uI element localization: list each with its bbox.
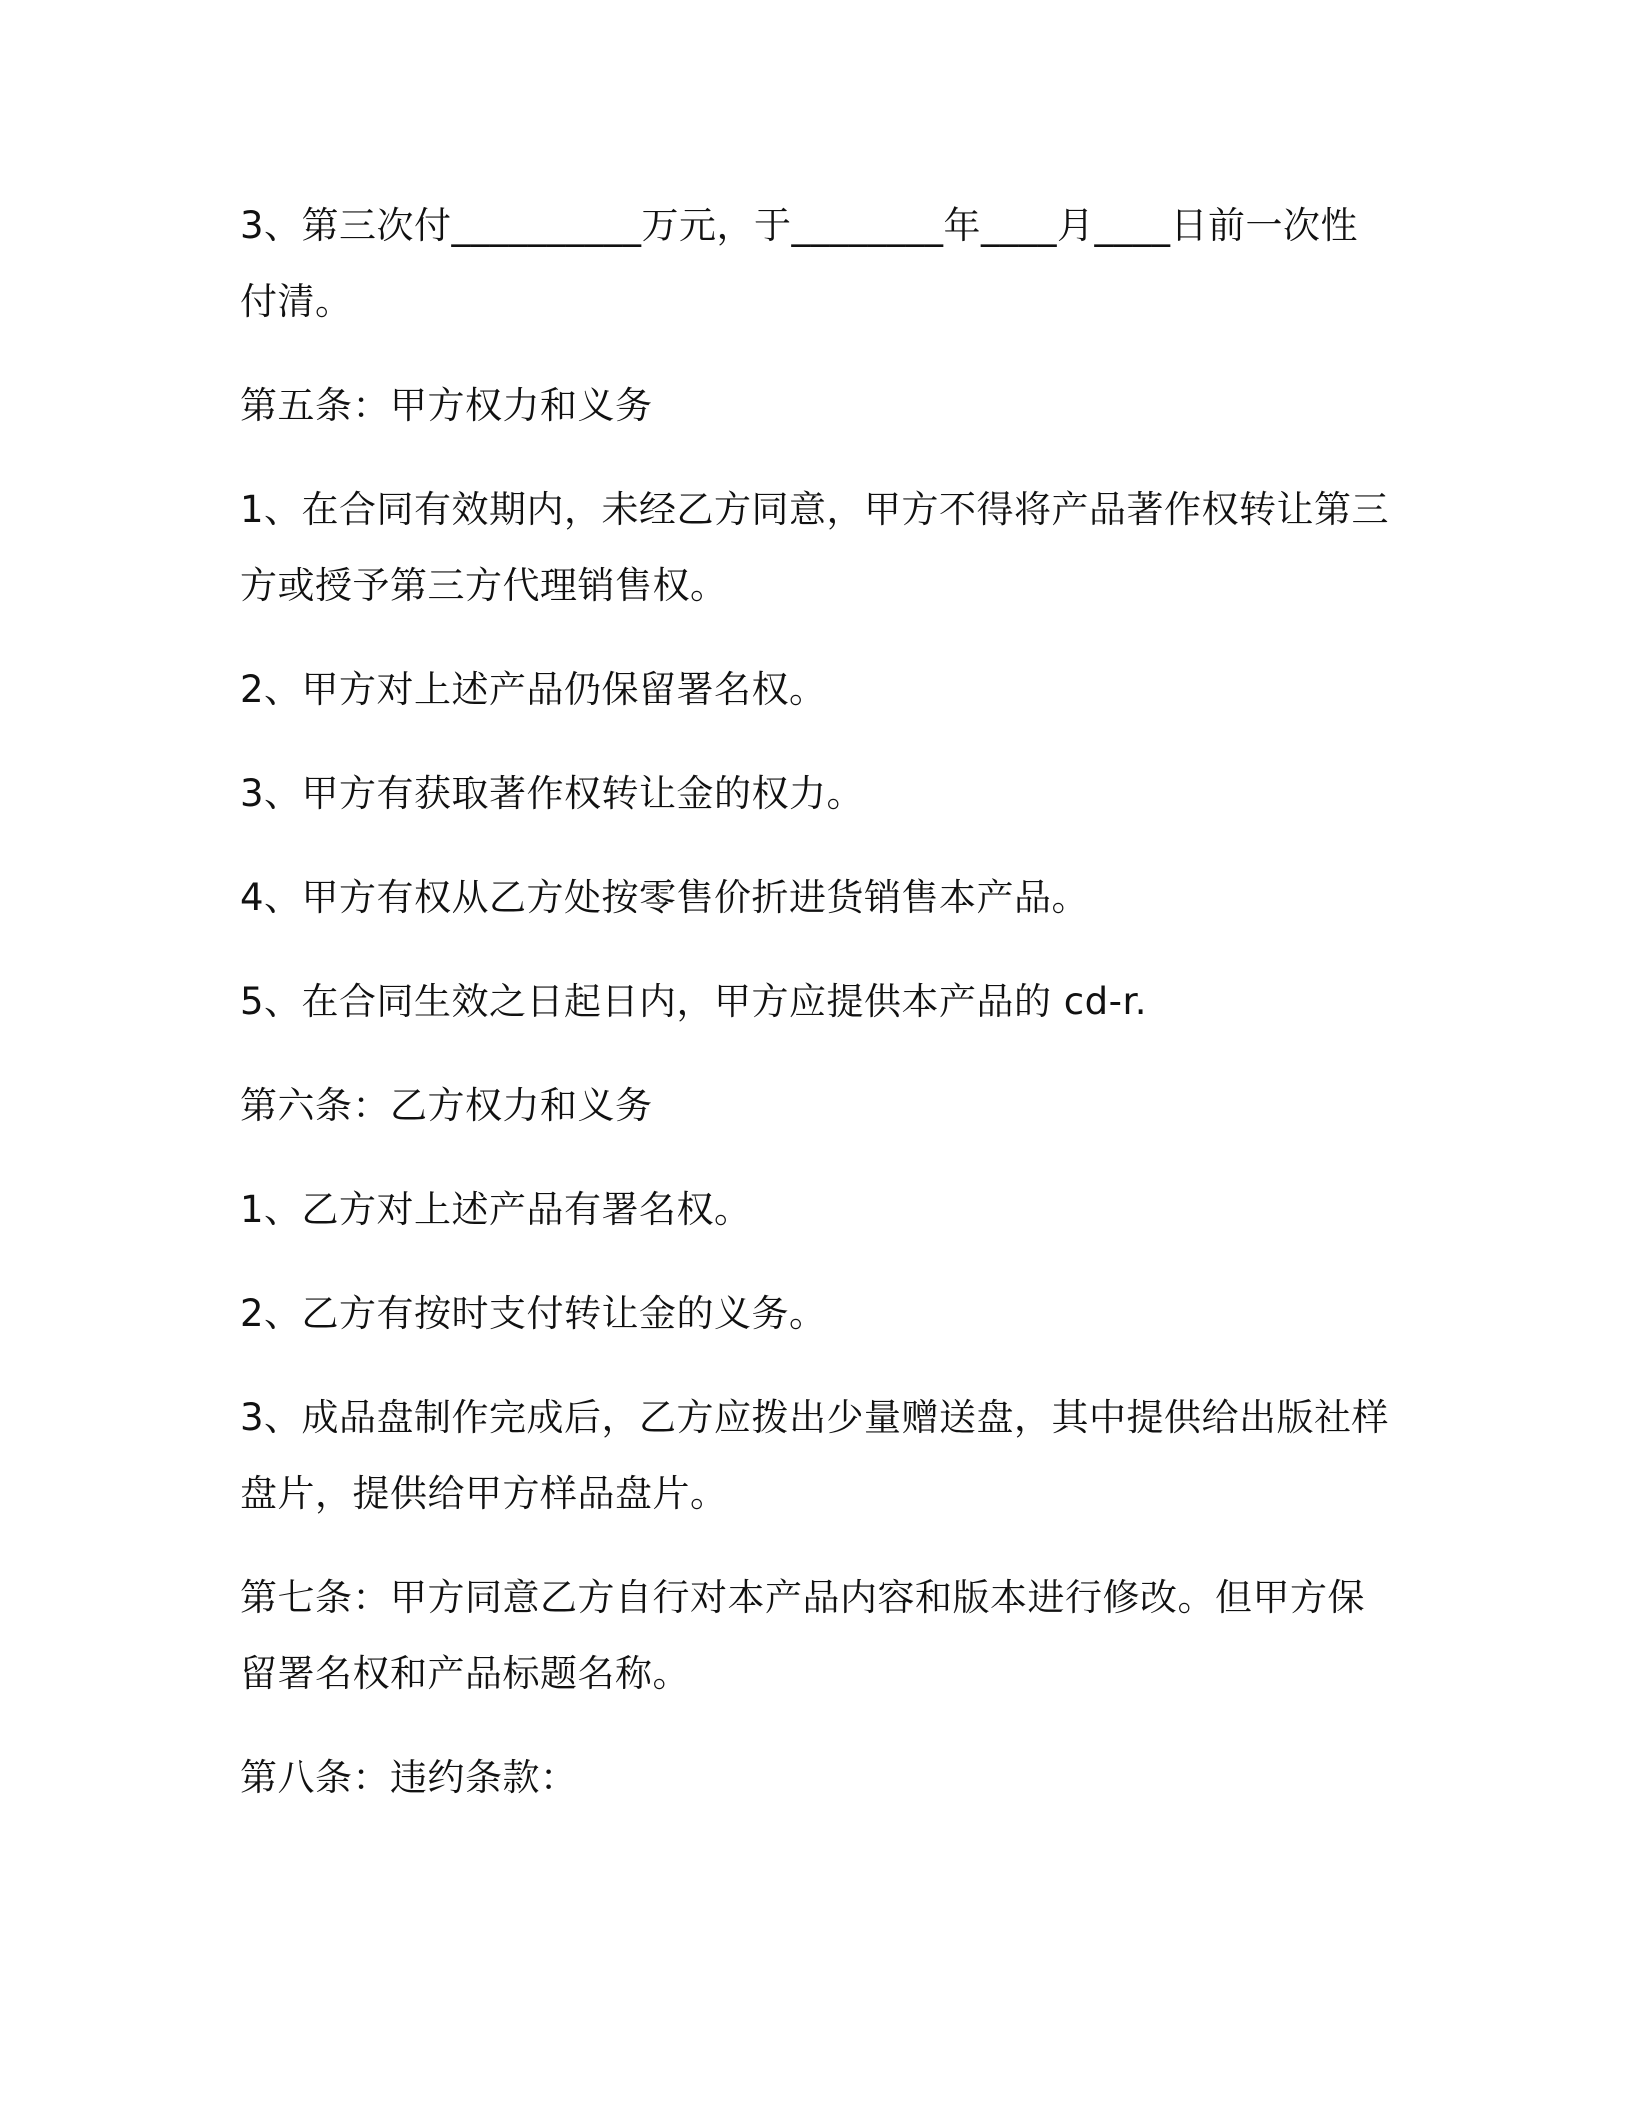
- article-6-heading: 第六条：乙方权力和义务: [240, 1084, 653, 1127]
- article-6-item-1: 1、乙方对上述产品有署名权。: [240, 1188, 752, 1231]
- article-6-item-2: 2、乙方有按时支付转让金的义务。: [240, 1292, 827, 1335]
- article-7: 第七条：甲方同意乙方自行对本产品内容和版本进行修改。但甲方保留署名权和产品标题名称。: [240, 1576, 1365, 1695]
- article-5-heading: 第五条：甲方权力和义务: [240, 384, 653, 427]
- article-6-item-3: 3、成品盘制作完成后，乙方应拨出少量赠送盘，其中提供给出版社样盘片，提供给甲方样品盘片。: [240, 1396, 1390, 1515]
- payment-clause-3: 3、第三次付__________万元，于________年____月____日前一次性付清。: [240, 204, 1359, 323]
- article-5-item-1: 1、在合同有效期内，未经乙方同意，甲方不得将产品著作权转让第三方或授予第三方代理销售权。: [240, 488, 1390, 607]
- article-8-heading: 第八条：违约条款：: [240, 1756, 578, 1799]
- article-5-item-4: 4、甲方有权从乙方处按零售价折进货销售本产品。: [240, 876, 1090, 919]
- document-body: [240, 188, 1390, 1844]
- article-5-item-5: 5、在合同生效之日起日内，甲方应提供本产品的 cd-r.: [240, 980, 1148, 1023]
- article-5-item-2: 2、甲方对上述产品仍保留署名权。: [240, 668, 827, 711]
- article-5-item-3: 3、甲方有获取著作权转让金的权力。: [240, 772, 865, 815]
